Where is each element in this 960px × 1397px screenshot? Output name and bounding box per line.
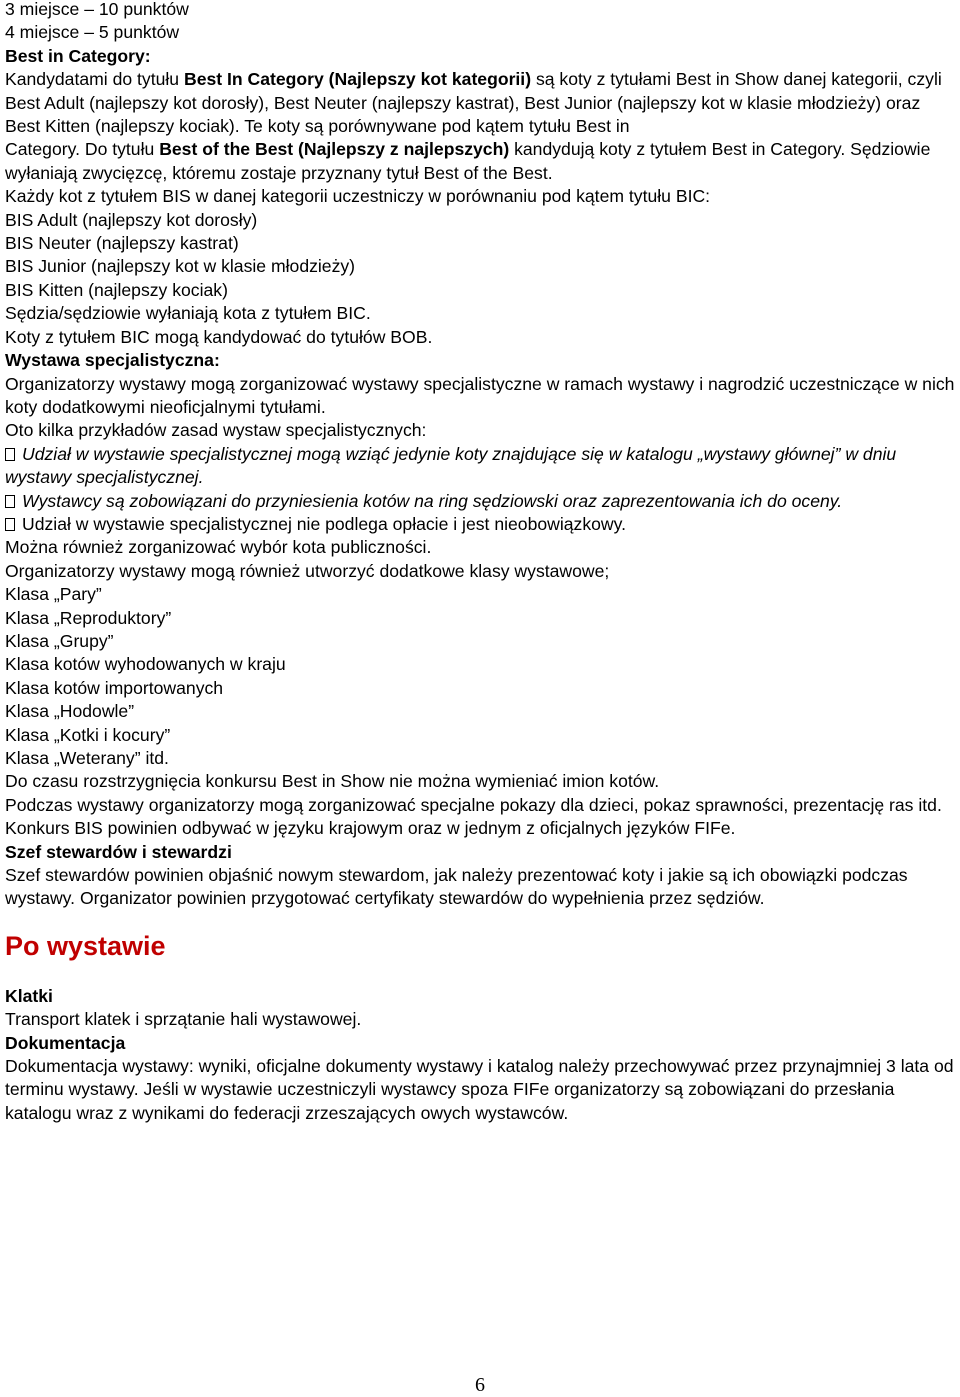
bic-bob-line: Koty z tytułem BIC mogą kandydować do tytułów BOB.	[5, 326, 433, 347]
specialist-paragraph-1: Organizatorzy wystawy mogą zorganizować wystawy specjalistyczne w ramach wystawy i nagrodzić uczestniczące w nich koty dodatkowymi nieoficjalnymi tytułami.	[5, 373, 955, 417]
bic-p2-text-end: kandydują koty z tytułem Best in Category. Sędziowie wyłaniają zwycięzcę, któremu zostaje przyznany tytuł Best of the Best.	[5, 139, 931, 183]
public-choice-line: Można również zorganizować wybór kota publiczności.	[5, 537, 432, 558]
bullet-box-icon	[5, 495, 15, 508]
after-show-heading: Po wystawie	[5, 930, 166, 961]
bic-paragraph-1	[5, 68, 955, 138]
class-item: Klasa „Grupy”	[5, 630, 114, 651]
bis-kitten-line: BIS Kitten (najlepszy kociak)	[5, 279, 228, 300]
bis-junior-line: BIS Junior (najlepszy kot w klasie młodzieży)	[5, 256, 356, 277]
class-item: Klasa „Hodowle”	[5, 701, 135, 722]
specialist-rule-2	[5, 490, 955, 513]
cages-paragraph: Transport klatek i sprzątanie hali wystawowej.	[5, 1009, 362, 1030]
bic-p1-text: Kandydatami do tytułu	[5, 69, 184, 90]
page-number: 6	[475, 1374, 485, 1396]
class-item: Klasa „Reproduktory”	[5, 607, 172, 628]
cages-heading: Klatki	[5, 985, 53, 1006]
bic-p1-text-end: są koty z tytułami Best in Show danej kategorii, czyli Best Adult (najlepszy kot dorosły), Best Neuter (najlepszy kastrat), Best Junior (najlepszy kot w klasie młodzieży) oraz Best Kitten (najlepszy kociak). Te koty są porównywane pod kątem tytułu Best in	[5, 69, 942, 137]
special-shows-rule: Podczas wystawy organizatorzy mogą zorganizować specjalne pokazy dla dzieci, pokaz sprawności, prezentację ras itd.	[5, 794, 942, 815]
document-page	[5, 0, 955, 1125]
documentation-heading: Dokumentacja	[5, 1032, 126, 1053]
bic-judges-line: Sędzia/sędziowie wyłaniają kota z tytułem BIC.	[5, 303, 371, 324]
specialist-rule-2-text: Wystawcy są zobowiązani do przyniesienia kotów na ring sędziowski oraz zaprezentowania ich do oceny.	[22, 490, 843, 511]
specialist-paragraph-2: Oto kilka przykładów zasad wystaw specjalistycznych:	[5, 420, 427, 441]
cat-names-rule: Do czasu rozstrzygnięcia konkursu Best in Show nie można wymieniać imion kotów.	[5, 771, 660, 792]
class-item: Klasa kotów wyhodowanych w kraju	[5, 654, 286, 675]
bic-p2-text: Category. Do tytułu	[5, 139, 160, 160]
bic-p1-bold: Best In Category (Najlepszy kot kategorii)	[183, 69, 532, 90]
bic-paragraph-3: Każdy kot z tytułem BIS w danej kategorii uczestniczy w porównaniu pod kątem tytułu BIC:	[5, 186, 711, 207]
class-item: Klasa „Kotki i kocury”	[5, 724, 171, 745]
specialist-rule-1-text: Udział w wystawie specjalistycznej mogą wziąć jedynie koty znajdujące się w katalogu „wystawy głównej” w dniu wystawy specjalistycznej.	[5, 443, 897, 488]
bis-adult-line: BIS Adult (najlepszy kot dorosły)	[5, 209, 258, 230]
classes-intro-line: Organizatorzy wystawy mogą również utworzyć dodatkowe klasy wystawowe;	[5, 560, 610, 581]
bic-paragraph-2	[5, 138, 955, 185]
bic-p2-bold: Best of the Best (Najlepszy z najlepszych)	[159, 139, 510, 160]
bis-language-rule: Konkurs BIS powinien odbywać w języku krajowym oraz w jednym z oficjalnych języków FIFe.	[5, 818, 736, 839]
specialist-rule-1	[5, 443, 955, 490]
bullet-box-icon	[5, 518, 15, 531]
class-item: Klasa „Weterany” itd.	[5, 748, 169, 768]
specialist-rule-3-text: Udział w wystawie specjalistycznej nie podlega opłacie i jest nieobowiązkowy.	[22, 513, 627, 534]
place-4-points: 4 miejsce – 5 punktów	[5, 22, 180, 43]
stewards-heading: Szef stewardów i stewardzi	[5, 841, 232, 862]
best-in-category-heading: Best in Category:	[5, 45, 151, 66]
specialist-rule-3	[5, 513, 955, 536]
documentation-paragraph: Dokumentacja wystawy: wyniki, oficjalne dokumenty wystawy i katalog należy przechowywać przez przynajmniej 3 lata od terminu wystawy. Jeśli w wystawie uczestniczyli wystawcy spoza FIFe organizatorzy są zobowiązani do przesłania katalogu wraz z wynikami do federacji zrzeszających owych wystawców.	[5, 1056, 954, 1123]
place-3-points: 3 miejsce – 10 punktów	[5, 0, 189, 19]
stewards-paragraph: Szef stewardów powinien objaśnić nowym stewardom, jak należy prezentować koty i jakie są ich obowiązki podczas wystawy. Organizator powinien przygotować certyfikaty stewardów do wypełnienia przez sędziów.	[5, 865, 908, 909]
class-item: Klasa kotów importowanych	[5, 677, 224, 698]
specialist-show-heading: Wystawa specjalistyczna:	[5, 350, 220, 371]
bis-neuter-line: BIS Neuter (najlepszy kastrat)	[5, 233, 239, 254]
bullet-box-icon	[5, 448, 15, 461]
class-item: Klasa „Pary”	[5, 584, 102, 605]
